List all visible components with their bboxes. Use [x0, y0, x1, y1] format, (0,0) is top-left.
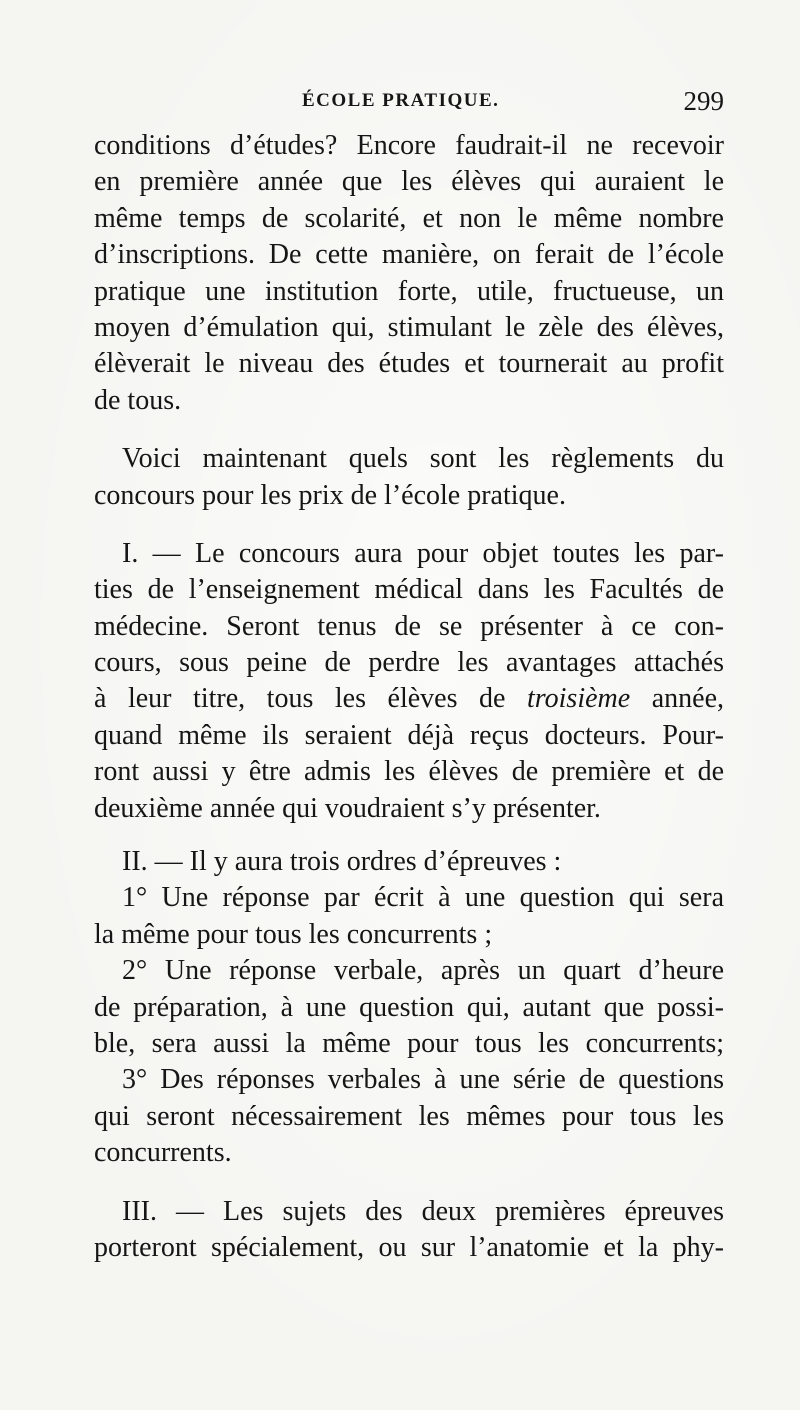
text-line: quand même ils seraient déjà reçus docteurs. Pour-: [94, 719, 724, 751]
text-line: ront aussi y être admis les élèves de première et de: [94, 756, 724, 788]
text-line: 3° Des réponses verbales à une série de questions: [122, 1064, 724, 1096]
text-line: conditions d’études? Encore faudrait-il ne recevoir: [94, 130, 724, 161]
text-line: moyen d’émulation qui, stimulant le zèle des élèves,: [94, 311, 724, 343]
text-line: III. — Les sujets des deux premières épreuves: [122, 1195, 724, 1227]
text-line: de tous.: [94, 384, 182, 416]
paragraph-gap: [94, 419, 724, 441]
text-line: [94, 681, 724, 717]
body-text: [94, 128, 724, 1266]
paragraph-gap: [94, 514, 724, 536]
text-segment: année,: [630, 683, 724, 715]
text-line: pratique une institution forte, utile, fructueuse, un: [94, 275, 724, 307]
text-segment: à leur titre, tous les élèves de: [94, 683, 527, 715]
italic-word: troisième: [527, 683, 631, 715]
text-line: concurrents.: [94, 1137, 232, 1169]
text-line: 2° Une réponse verbale, après un quart d’heure: [122, 955, 724, 987]
text-line: la même pour tous les concurrents ;: [94, 918, 493, 950]
paragraph-gap: [94, 827, 724, 844]
text-line: de préparation, à une question qui, autant que possi-: [94, 991, 724, 1023]
text-line: I. — Le concours aura pour objet toutes les par-: [122, 537, 724, 569]
text-line: même temps de scolarité, et non le même nombre: [94, 202, 724, 234]
text-line: Voici maintenant quels sont les règlements du: [122, 443, 724, 475]
text-line: deuxième année qui voudraient s’y présenter.: [94, 792, 601, 824]
text-line: qui seront nécessairement les mêmes pour tous les: [94, 1100, 724, 1132]
text-line: ties de l’enseignement médical dans les Facultés de: [94, 574, 724, 606]
text-line: médecine. Seront tenus de se présenter à ce con-: [94, 610, 724, 642]
text-line: 1° Une réponse par écrit à une question qui sera: [122, 882, 724, 914]
running-head: ÉCOLE PRATIQUE.: [302, 90, 500, 111]
text-line: d’inscriptions. De cette manière, on ferait de l’école: [94, 239, 724, 271]
text-line: élèverait le niveau des études et tournerait au profit: [94, 348, 724, 380]
text-line: en première année que les élèves qui auraient le: [94, 166, 724, 198]
page-header: [94, 86, 724, 126]
text-line: ble, sera aussi la même pour tous les concurrents;: [94, 1027, 724, 1059]
text-line: porteront spécialement, ou sur l’anatomie et la phy-: [94, 1231, 724, 1263]
text-line: concours pour les prix de l’école pratique.: [94, 479, 566, 511]
text-line: II. — Il y aura trois ordres d’épreuves :: [122, 846, 562, 878]
text-line: cours, sous peine de perdre les avantages attachés: [94, 647, 724, 679]
page-number: 299: [683, 86, 724, 116]
paragraph-gap: [94, 1172, 724, 1194]
